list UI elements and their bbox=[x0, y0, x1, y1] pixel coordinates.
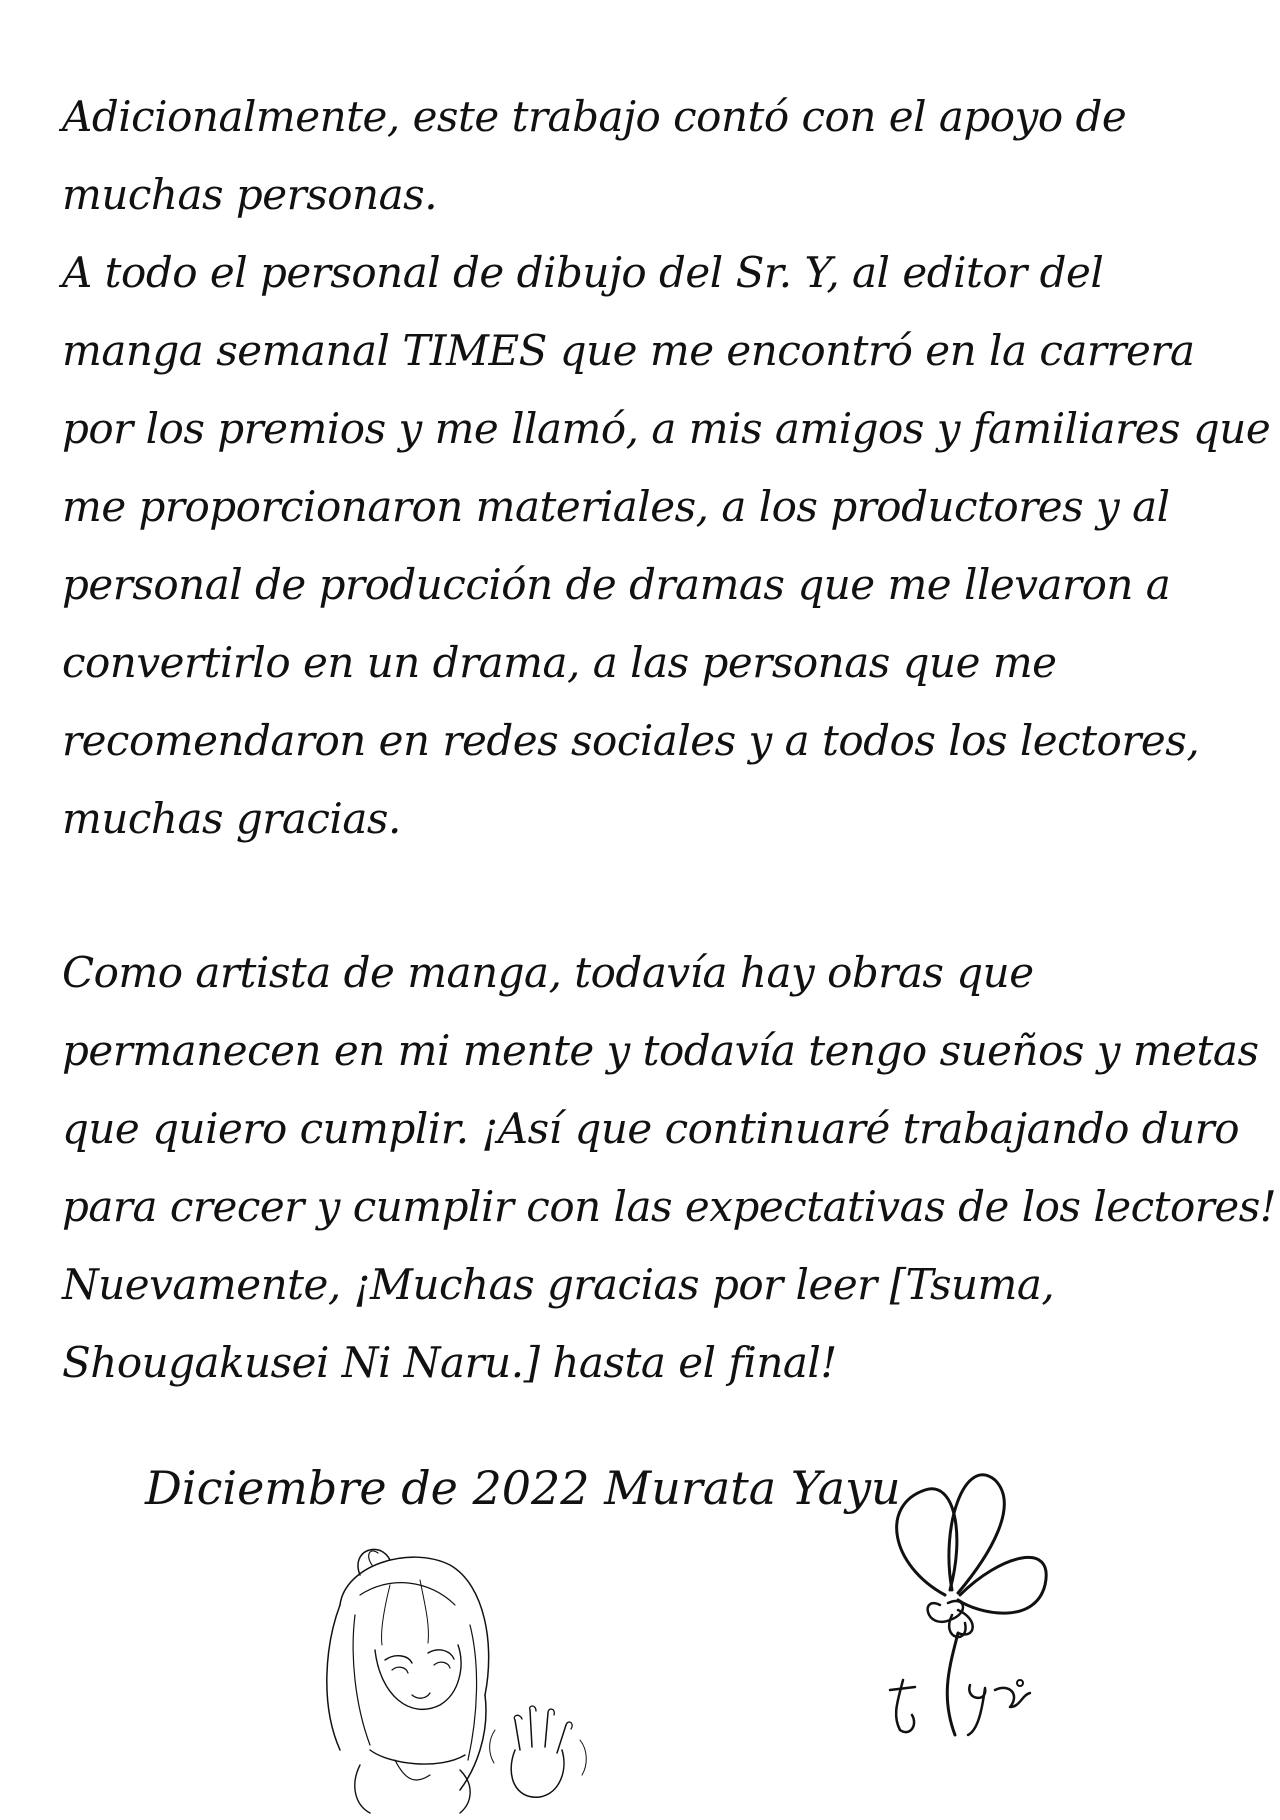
paragraph-goals bbox=[62, 934, 1277, 1402]
text-line: manga semanal TIMES que me encontró en la carrera bbox=[62, 326, 1195, 375]
text-line: Como artista de manga, todavía hay obras que bbox=[62, 948, 1034, 997]
text-line: recomendaron en redes sociales y a todos los lectores, bbox=[62, 716, 1200, 765]
text-line: Adicionalmente, este trabajo contó con el apoyo de bbox=[62, 92, 1127, 141]
text-line: me proporcionaron materiales, a los productores y al bbox=[62, 482, 1170, 531]
text-line: personal de producción de dramas que me llevaron a bbox=[62, 560, 1171, 609]
text-line: Shougakusei Ni Naru.] hasta el final! bbox=[62, 1338, 837, 1387]
date-author-line: Diciembre de 2022 Murata Yayu bbox=[145, 1461, 901, 1515]
text-line: permanecen en mi mente y todavía tengo sueños y metas bbox=[62, 1026, 1259, 1075]
text-line: convertirlo en un drama, a las personas que me bbox=[62, 638, 1057, 687]
text-line: A todo el personal de dibujo del Sr. Y, al editor del bbox=[62, 248, 1104, 297]
flower-signature-icon bbox=[870, 1445, 1070, 1745]
text-line: muchas gracias. bbox=[62, 794, 401, 843]
paragraph-thanks bbox=[62, 78, 1271, 858]
waving-girl-doodle-icon bbox=[300, 1535, 600, 1815]
text-line: muchas personas. bbox=[62, 170, 438, 219]
text-line: Nuevamente, ¡Muchas gracias por leer [Tsuma, bbox=[62, 1260, 1055, 1309]
text-line: por los premios y me llamó, a mis amigos y familiares que bbox=[62, 404, 1271, 453]
text-line: para crecer y cumplir con las expectativas de los lectores! bbox=[62, 1182, 1277, 1231]
text-line: que quiero cumplir. ¡Así que continuaré trabajando duro bbox=[62, 1104, 1240, 1153]
